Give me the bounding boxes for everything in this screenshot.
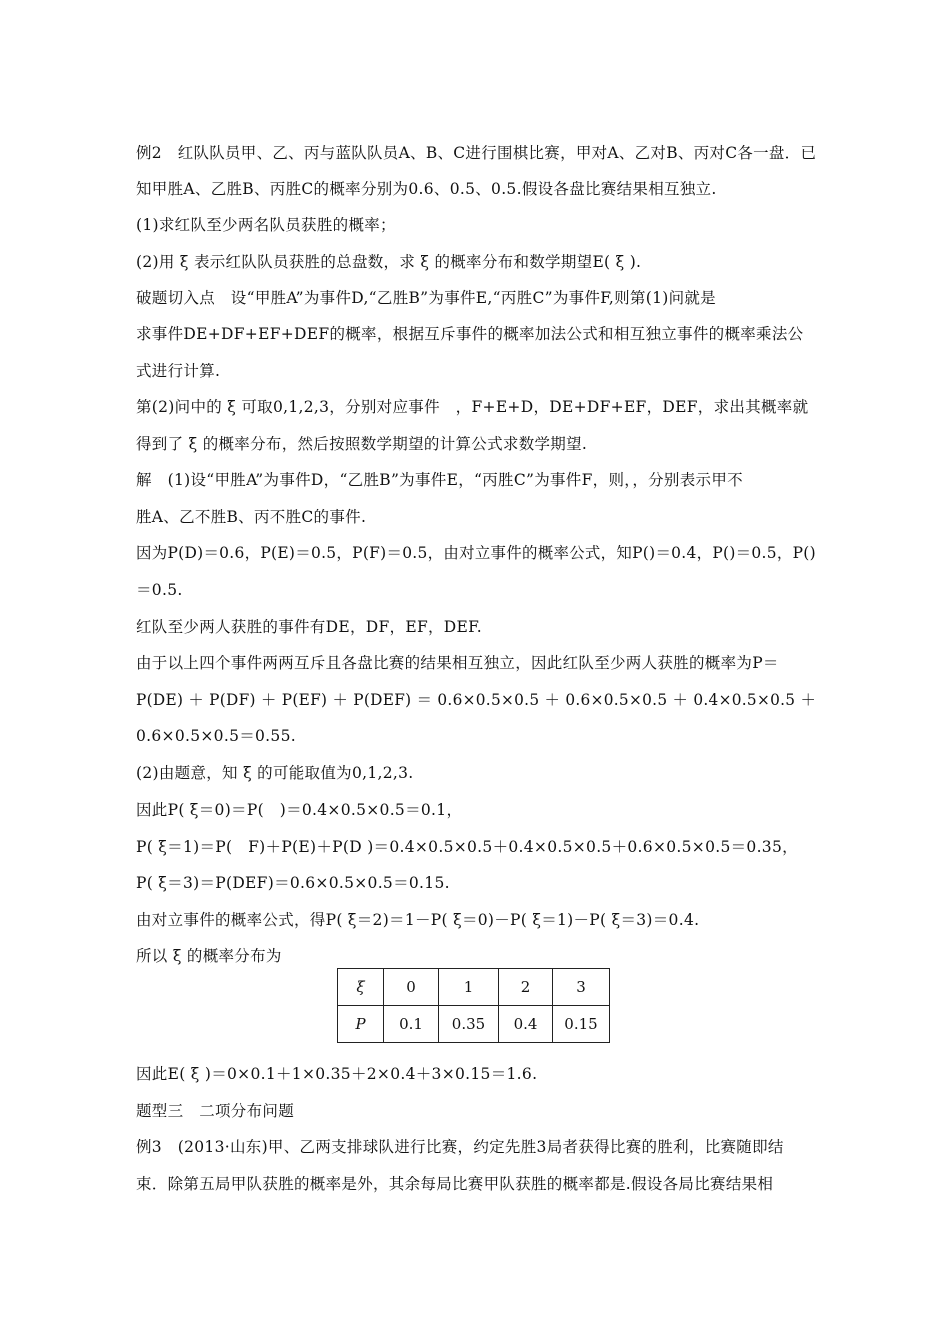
hint-line-2: 求事件DE+DF+EF+DEF的概率，根据互斥事件的概率加法公式和相互独立事件的概率乘法公 — [136, 325, 804, 343]
solution-line-12: P( ξ＝3)＝P(DEF)＝0.6×0.5×0.5＝0.15. — [136, 874, 450, 892]
table-cell: ξ — [338, 969, 384, 1006]
solution-line-8: 0.6×0.5×0.5＝0.55. — [136, 727, 296, 745]
solution-line-5: 红队至少两人获胜的事件有DE，DF，EF，DEF. — [136, 618, 483, 636]
solution-line-3: 因为P(D)＝0.6，P(E)＝0.5，P(F)＝0.5，由对立事件的概率公式，知P()＝0.4，P()＝0.5，P() — [136, 544, 816, 562]
example3-line-1: 例3 (2013·山东)甲、乙两支排球队进行比赛，约定先胜3局者获得比赛的胜利，比赛随即结 — [136, 1138, 784, 1156]
table-cell: 1 — [439, 969, 499, 1006]
question-2: (2)用 ξ 表示红队队员获胜的总盘数，求 ξ 的概率分布和数学期望E( ξ ). — [136, 253, 642, 271]
hint-line-5: 得到了 ξ 的概率分布，然后按照数学期望的计算公式求数学期望. — [136, 435, 588, 453]
table-row — [338, 969, 610, 1006]
section-heading: 题型三 二项分布问题 — [136, 1102, 295, 1120]
solution-line-13: 由对立事件的概率公式，得P( ξ＝2)＝1－P( ξ＝0)－P( ξ＝1)－P( ξ＝3)＝0.4. — [136, 911, 700, 929]
solution-line-10: 因此P( ξ＝0)＝P( )＝0.4×0.5×0.5＝0.1， — [136, 801, 463, 819]
hint-line-1: 破题切入点 设“甲胜A”为事件D,“乙胜B”为事件E,“丙胜C”为事件F,则第(1)问就是 — [136, 289, 716, 307]
table-cell: 0.35 — [439, 1006, 499, 1043]
expectation-line: 因此E( ξ )＝0×0.1＋1×0.35＋2×0.4＋3×0.15＝1.6. — [136, 1065, 538, 1083]
example3-line-2: 束．除第五局甲队获胜的概率是外，其余每局比赛甲队获胜的概率都是.假设各局比赛结果相 — [136, 1175, 774, 1193]
table-cell: 0.4 — [499, 1006, 553, 1043]
table-cell: P — [338, 1006, 384, 1043]
example2-line-1: 例2 红队队员甲、乙、丙与蓝队队员A、B、C进行围棋比赛，甲对A、乙对B、丙对C各一盘．已 — [136, 144, 817, 162]
solution-line-1: 解 (1)设“甲胜A”为事件D，“乙胜B”为事件E，“丙胜C”为事件F，则，，分别表示甲不 — [136, 471, 743, 489]
question-1: (1)求红队至少两名队员获胜的概率； — [136, 216, 396, 234]
probability-distribution-table — [337, 968, 610, 1043]
table-cell: 0 — [384, 969, 439, 1006]
hint-line-3: 式进行计算. — [136, 362, 221, 380]
solution-line-11: P( ξ＝1)＝P( F)＋P(E)＋P(D )＝0.4×0.5×0.5＋0.4×0.5×0.5＋0.6×0.5×0.5＝0.35， — [136, 838, 798, 856]
solution-line-9: (2)由题意，知 ξ 的可能取值为0,1,2,3. — [136, 764, 414, 782]
table-cell: 2 — [499, 969, 553, 1006]
solution-line-7: P(DE) ＋ P(DF) ＋ P(EF) ＋ P(DEF) ＝ 0.6×0.5×0.5 ＋ 0.6×0.5×0.5 ＋ 0.4×0.5×0.5 ＋ — [136, 691, 817, 709]
example2-line-2: 知甲胜A、乙胜B、丙胜C的概率分别为0.6、0.5、0.5.假设各盘比赛结果相互独立. — [136, 180, 717, 198]
table-cell: 0.15 — [553, 1006, 610, 1043]
solution-line-2: 胜A、乙不胜B、丙不胜C的事件. — [136, 508, 367, 526]
table-cell: 0.1 — [384, 1006, 439, 1043]
hint-line-4: 第(2)问中的 ξ 可取0,1,2,3，分别对应事件 ，F+E+D，DE+DF+EF，DEF，求出其概率就 — [136, 398, 809, 416]
solution-line-6: 由于以上四个事件两两互斥且各盘比赛的结果相互独立，因此红队至少两人获胜的概率为P＝ — [136, 654, 779, 672]
table-row — [338, 1006, 610, 1043]
solution-line-4: ＝0.5. — [136, 581, 183, 599]
solution-line-14: 所以 ξ 的概率分布为 — [136, 947, 282, 965]
table-cell: 3 — [553, 969, 610, 1006]
